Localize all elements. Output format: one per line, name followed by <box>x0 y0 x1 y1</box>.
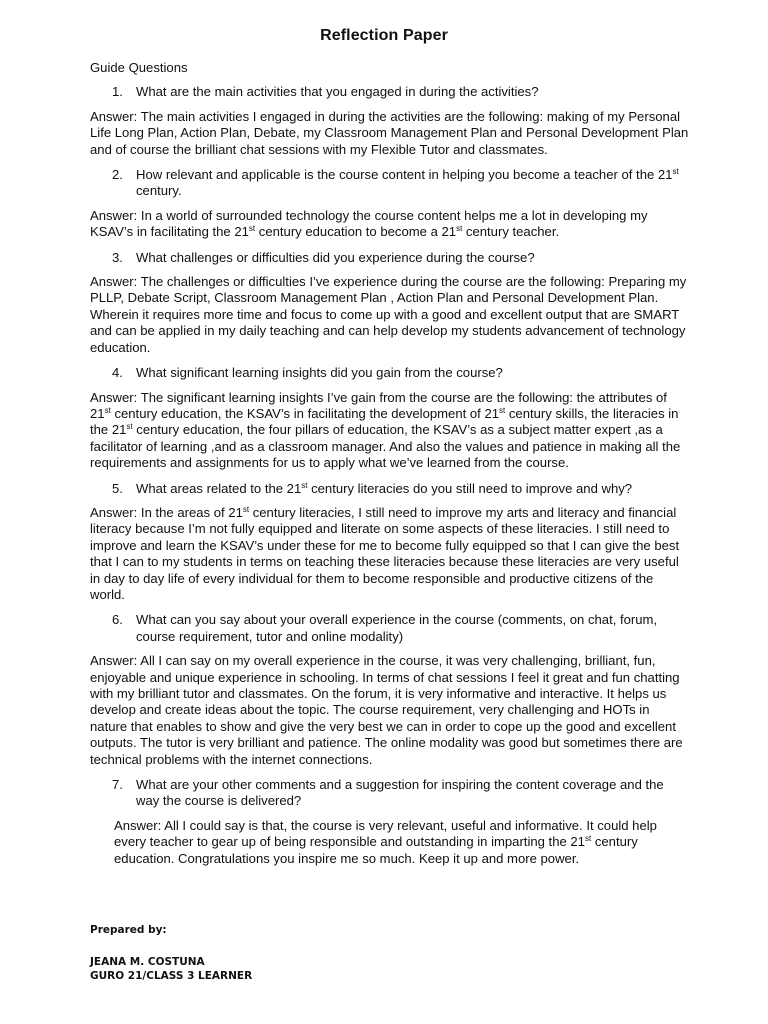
answer-2: Answer: In a world of surrounded technology the course content helps me a lot in developing my KSAV’s in facilitating the 21st century education to become a 21st century teacher. <box>90 207 648 240</box>
question-4 <box>90 365 690 381</box>
question-number: 2. <box>112 167 123 183</box>
question-number: 7. <box>112 777 123 793</box>
question-text: What are your other comments and a suggestion for inspiring the content coverage and the way the course is delivered? <box>136 777 664 809</box>
answer-3: Answer: The challenges or difficulties I’ve experience during the course are the following: Preparing my PLLP, Debate Script, Classroom Management Plan , Action Plan and Personal Development Plan. Wherein it requires more time and focus to come up with a good and excellent output that are SMART and can be applied in my daily teaching and can help develop my students advancement of technology education. <box>90 274 687 355</box>
question-text: What are the main activities that you engaged in during the activities? <box>136 84 539 100</box>
question-7 <box>90 777 690 810</box>
question-answer-list <box>90 84 690 867</box>
question-1 <box>90 84 690 100</box>
prepared-by-label: Prepared by: <box>90 924 167 936</box>
question-2 <box>90 167 690 200</box>
author-class: GURO 21/CLASS 3 LEARNER <box>90 970 253 982</box>
answer-6: Answer: All I can say on my overall experience in the course, it was very challenging, brilliant, fun, enjoyable and unique experience in schooling. In terms of chat sessions I feel it great and fun chatting with my brilliant tutor and classmates. On the forum, it is very informative and interactive. It helps us develop and create ideas about the topic. The course requirement, very challenging and HOTs in nature that enables to show and give the very best we can in order to cope up the good and excellent outputs. The tutor is very brilliant and patience. The online modality was good but sometimes there are technical problems with the internet connections. <box>90 653 683 767</box>
question-text: What challenges or difficulties did you experience during the course? <box>136 249 535 265</box>
question-text: What significant learning insights did you gain from the course? <box>136 365 503 381</box>
document-title: Reflection Paper <box>320 27 448 44</box>
answer-5: Answer: In the areas of 21st century literacies, I still need to improve my arts and literacy and financial literacy because I’m not fully equipped and literate on some aspects of these literacies. I still need to improve and learn the KSAV’s under these for me to become fully equipped so that I can give the best that I can to my students in terms on teaching these literacies because these literacies are very useful in day to day life of every individual for them to become responsible and productive citizens of the world. <box>90 504 680 602</box>
answer-4: Answer: The significant learning insights I’ve gain from the course are the following: the attributes of 21st century education, the KSAV’s in facilitating the development of 21st century skills, the literacies in the 21st century education, the four pillars of education, the KSAV’s as a subject matter expert ,as a facilitator of learning ,and as a classroom manager. And also the values and patience in making all the requirements and assignments for us to apply what we’ve learned from the course. <box>90 389 681 471</box>
question-number: 6. <box>112 612 123 628</box>
question-text: What areas related to the 21st century literacies do you still need to improve and why? <box>136 480 633 496</box>
question-5 <box>90 481 690 497</box>
question-6 <box>90 612 690 645</box>
question-text: How relevant and applicable is the course content in helping you become a teacher of the 21st century. <box>136 167 679 199</box>
question-3 <box>90 250 690 266</box>
document-body <box>90 60 690 876</box>
answer-1: Answer: The main activities I engaged in during the activities are the following: making of my Personal Life Long Plan, Action Plan, Debate, my Classroom Management Plan and Personal Development Plan and of course the brilliant chat sessions with my Flexible Tutor and classmates. <box>90 108 689 157</box>
question-number: 4. <box>112 365 123 381</box>
guide-questions-heading: Guide Questions <box>90 60 188 75</box>
question-text: What can you say about your overall experience in the course (comments, on chat, forum, course requirement, tutor and online modality) <box>136 612 658 644</box>
question-number: 3. <box>112 249 123 265</box>
question-number: 5. <box>112 480 123 496</box>
author-name: JEANA M. COSTUNA <box>90 956 205 968</box>
question-number: 1. <box>112 84 123 100</box>
answer-7: Answer: All I could say is that, the course is very relevant, useful and informative. It could help every teacher to gear up of being responsible and outstanding in imparting the 21st century education. Congratulations you inspire me so much. Keep it up and more power. <box>114 817 657 866</box>
